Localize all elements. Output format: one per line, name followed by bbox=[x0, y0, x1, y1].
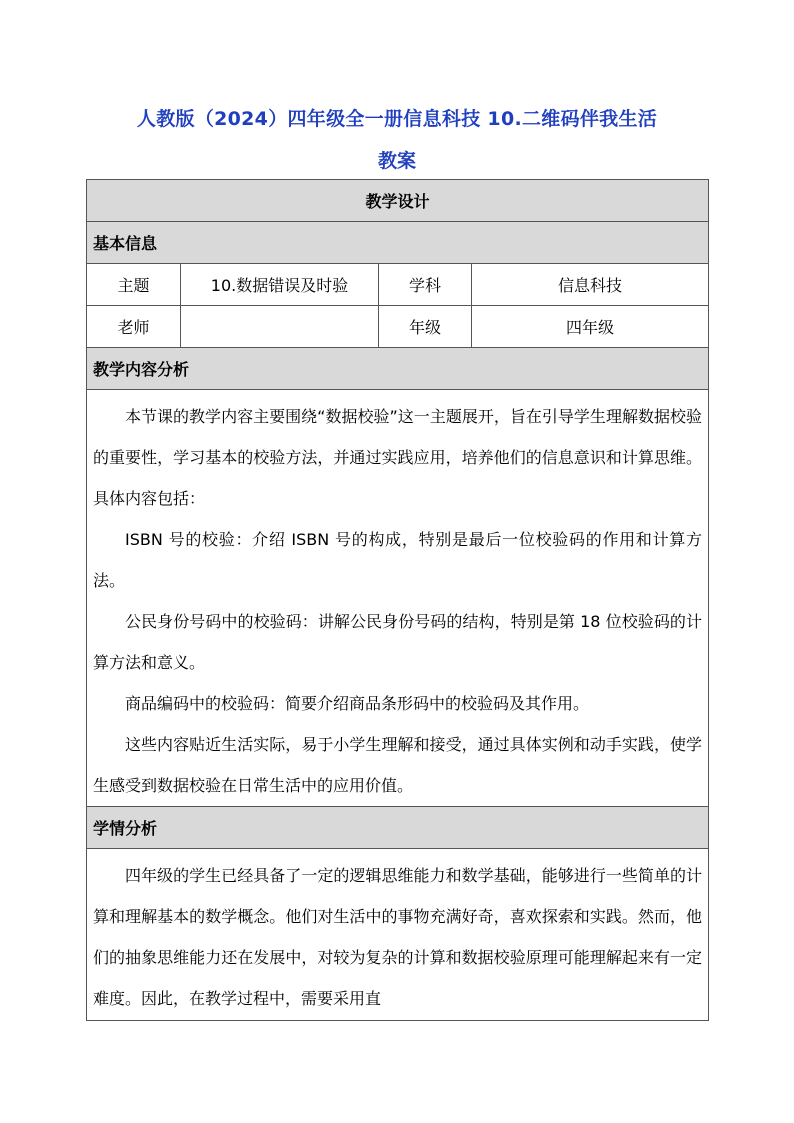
table-header: 教学设计 bbox=[87, 180, 709, 222]
content-analysis-heading: 教学内容分析 bbox=[87, 348, 709, 390]
topic-label: 主题 bbox=[87, 264, 181, 306]
student-analysis-body bbox=[87, 849, 709, 1021]
lesson-plan-table bbox=[86, 179, 709, 1021]
content-analysis-body bbox=[87, 390, 709, 807]
topic-value: 10.数据错误及时验 bbox=[181, 264, 379, 306]
student-analysis-body-row bbox=[87, 849, 709, 1021]
basic-info-heading-row bbox=[87, 222, 709, 264]
grade-label: 年级 bbox=[379, 306, 472, 348]
table-header-row bbox=[87, 180, 709, 222]
student-analysis-heading: 学情分析 bbox=[87, 807, 709, 849]
grade-value: 四年级 bbox=[472, 306, 709, 348]
content-paragraph: 公民身份号码中的校验码：讲解公民身份号码的结构，特别是第 18 位校验码的计算方法和意义。 bbox=[93, 612, 703, 672]
teacher-value bbox=[181, 306, 379, 348]
teacher-row bbox=[87, 306, 709, 348]
content-analysis-body-row bbox=[87, 390, 709, 807]
student-analysis-heading-row bbox=[87, 807, 709, 849]
document-subtitle: 教案 bbox=[377, 150, 416, 172]
subject-label: 学科 bbox=[379, 264, 472, 306]
teacher-label: 老师 bbox=[87, 306, 181, 348]
content-paragraph: 本节课的教学内容主要围绕“数据校验”这一主题展开，旨在引导学生理解数据校验的重要性，学习基本的校验方法，并通过实践应用，培养他们的信息意识和计算思维。具体内容包括： bbox=[93, 407, 703, 508]
basic-info-heading: 基本信息 bbox=[87, 222, 709, 264]
student-paragraph: 四年级的学生已经具备了一定的逻辑思维能力和数学基础，能够进行一些简单的计算和理解基本的数学概念。他们对生活中的事物充满好奇，喜欢探索和实践。然而，他们的抽象思维能力还在发展中，对较为复杂的计算和数据校验原理可能理解起来有一定难度。因此，在教学过程中，需要采用直 bbox=[93, 866, 703, 1008]
student-analysis-clip bbox=[93, 855, 702, 1020]
content-analysis-heading-row bbox=[87, 348, 709, 390]
content-paragraph: 商品编码中的校验码：简要介绍商品条形码中的校验码及其作用。 bbox=[125, 694, 590, 713]
document-title: 人教版（2024）四年级全一册信息科技 10.二维码伴我生活 bbox=[136, 108, 658, 130]
subject-value: 信息科技 bbox=[472, 264, 709, 306]
topic-row bbox=[87, 264, 709, 306]
content-paragraph: 这些内容贴近生活实际，易于小学生理解和接受，通过具体实例和动手实践，使学生感受到数据校验在日常生活中的应用价值。 bbox=[93, 735, 703, 795]
content-paragraph: ISBN 号的校验：介绍 ISBN 号的构成，特别是最后一位校验码的作用和计算方法。 bbox=[93, 530, 703, 590]
